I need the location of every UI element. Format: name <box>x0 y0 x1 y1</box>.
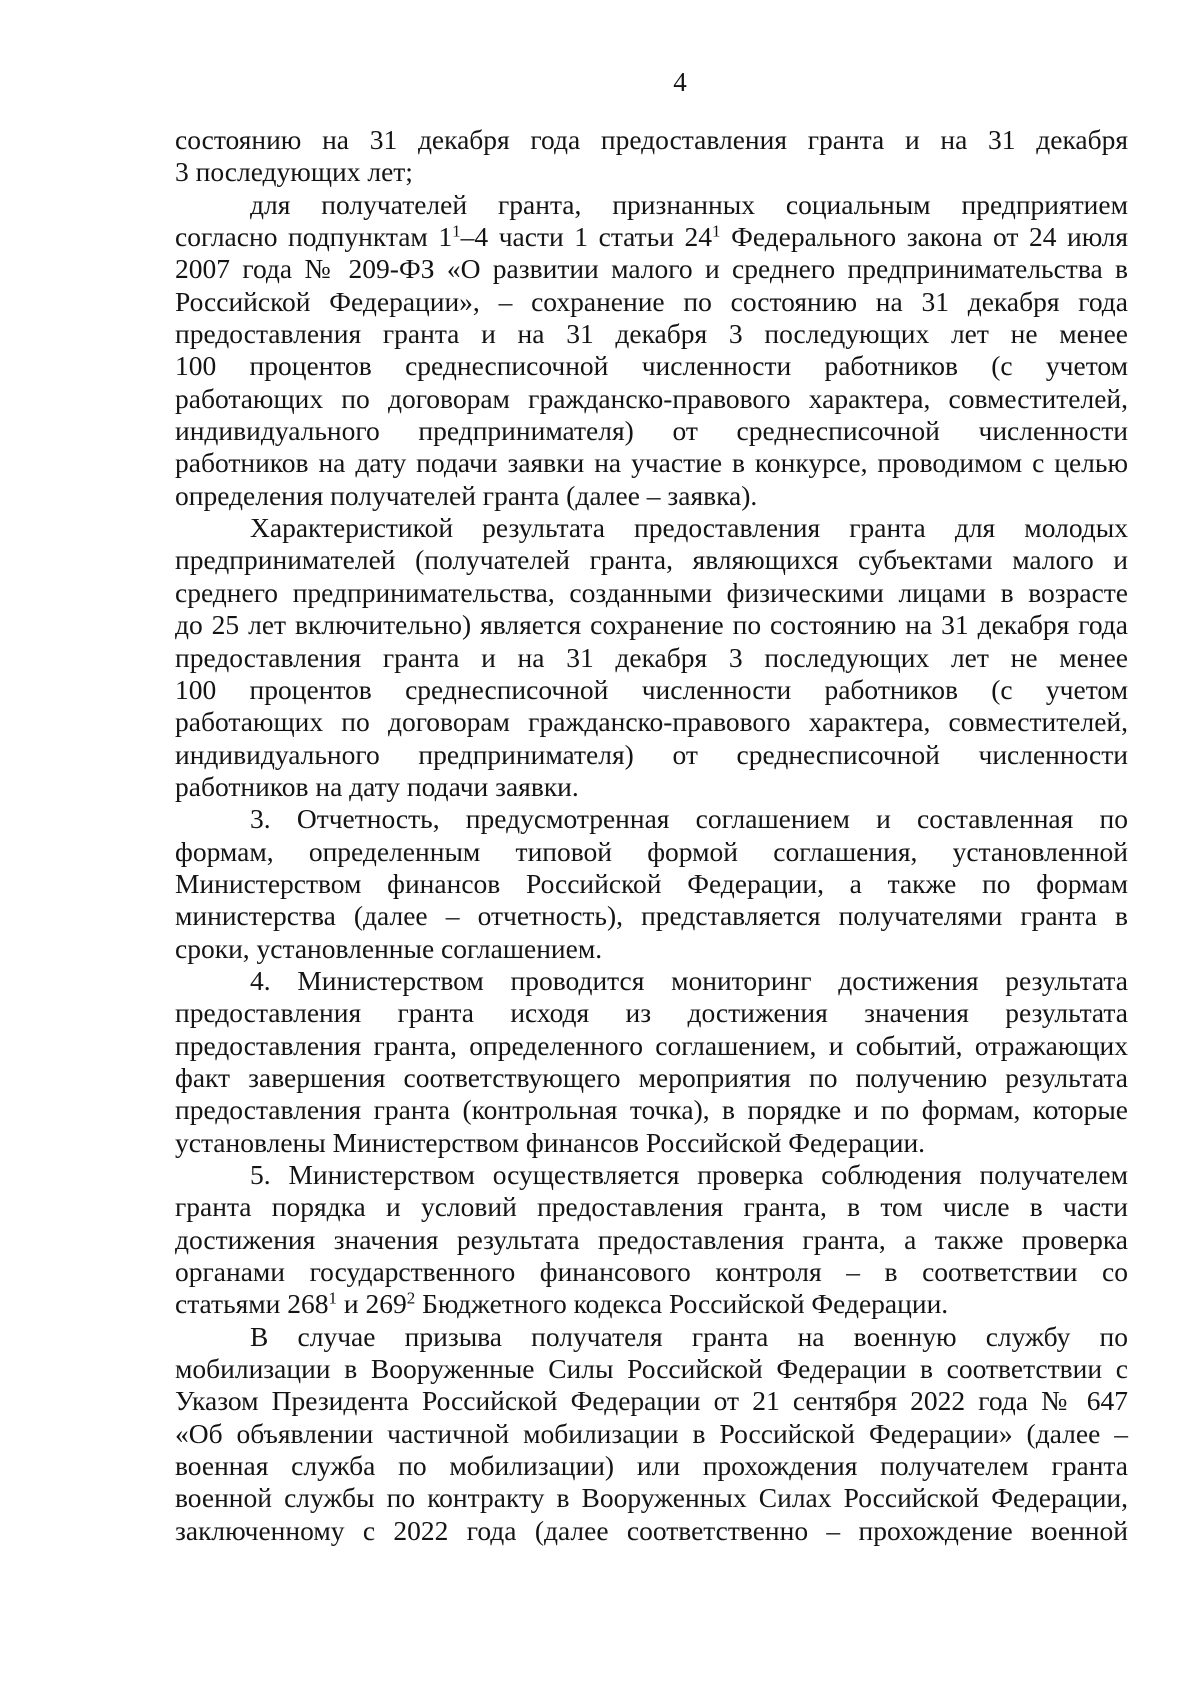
superscript: 1 <box>712 221 721 241</box>
text-line: достижения значения результата предоставления гранта, а также проверка <box>175 1223 1128 1255</box>
text-line: предоставления гранта (контрольная точка), в порядке и по формам, которые <box>175 1094 1128 1126</box>
text-line: индивидуального предпринимателя) от среднесписочной численности <box>175 415 1128 447</box>
text-fragment: согласно подпунктам 1 <box>175 221 453 253</box>
text-line: работающих по договорам гражданско-правового характера, совместителей, <box>175 706 1128 738</box>
text-line: предоставления гранта, определенного соглашением, и событий, отражающих <box>175 1029 1128 1061</box>
text-line: среднего предпринимательства, созданными физическими лицами в возрасте <box>175 576 1128 608</box>
text-line: Характеристикой результата предоставления гранта для молодых <box>250 512 1128 544</box>
text-line: предпринимателей (получателей гранта, являющихся субъектами малого и <box>175 544 1128 576</box>
text-line: «Об объявлении частичной мобилизации в Российской Федерации» (далее – <box>175 1417 1128 1449</box>
text-line: индивидуального предпринимателя) от среднесписочной численности <box>175 738 1128 770</box>
text-line <box>175 221 1128 253</box>
text-line: министерства (далее – отчетность), представляется получателями гранта в <box>175 900 1128 932</box>
text-line: 2007 года № 209-ФЗ «О развитии малого и среднего предпринимательства в <box>175 253 1128 285</box>
page-number: 4 <box>673 67 687 97</box>
text-line: работников на дату подачи заявки на участие в конкурсе, проводимом с целью <box>175 447 1128 479</box>
paragraph-social-enterprise <box>175 189 1128 512</box>
text-line: факт завершения соответствующего мероприятия по получению результата <box>175 1061 1128 1093</box>
text-line: органами государственного финансового контроля – в соответствии со <box>175 1256 1128 1288</box>
text-fragment: и 269 <box>337 1288 407 1320</box>
text-line: для получателей гранта, признанных социальным предприятием <box>250 188 1128 220</box>
text-line: предоставления гранта и на 31 декабря 3 последующих лет не менее <box>175 318 1128 350</box>
text-line: заключенному с 2022 года (далее соответственно – прохождение военной <box>175 1514 1128 1546</box>
text-line: В случае призыва получателя гранта на военную службу по <box>250 1320 1128 1352</box>
text-line: 3. Отчетность, предусмотренная соглашением и составленная по <box>250 803 1128 835</box>
text-line: военной службы по контракту в Вооруженных Силах Российской Федерации, <box>175 1482 1128 1514</box>
text-fragment: статьями 268 <box>175 1288 329 1320</box>
paragraph-continuation <box>175 124 1128 189</box>
paragraph-item-3-reporting <box>175 803 1128 965</box>
text-line: определения получателей гранта (далее – заявка). <box>175 479 758 511</box>
superscript: 1 <box>328 1289 338 1309</box>
text-line: мобилизации в Вооруженные Силы Российской Федерации в соответствии с <box>175 1353 1128 1385</box>
text-line: военная служба по мобилизации) или прохождения получателем гранта <box>175 1450 1128 1482</box>
text-line: работающих по договорам гражданско-правового характера, совместителей, <box>175 382 1128 414</box>
text-line: работников на дату подачи заявки. <box>175 770 579 802</box>
text-line <box>175 1288 1128 1320</box>
text-line: состоянию на 31 декабря года предоставления гранта и на 31 декабря <box>175 124 1128 155</box>
text-fragment: –4 части 1 статьи 24 <box>460 221 713 253</box>
text-line: формам, определенным типовой формой соглашения, установленной <box>175 835 1128 867</box>
text-line: гранта порядка и условий предоставления гранта, в том числе в части <box>175 1191 1128 1223</box>
superscript: 1 <box>452 221 461 241</box>
text-line: установлены Министерством финансов Российской Федерации. <box>175 1126 926 1158</box>
text-line: предоставления гранта и на 31 декабря 3 последующих лет не менее <box>175 641 1128 673</box>
text-line: сроки, установленные соглашением. <box>175 932 603 964</box>
body-text <box>175 124 1128 1547</box>
paragraph-young-entrepreneurs <box>175 512 1128 803</box>
text-fragment: Бюджетного кодекса Российской Федерации. <box>415 1288 949 1320</box>
text-line: 3 последующих лет; <box>175 156 413 188</box>
text-line: до 25 лет включительно) является сохранение по состоянию на 31 декабря года <box>175 609 1128 641</box>
paragraph-item-4-monitoring <box>175 965 1128 1159</box>
superscript: 2 <box>406 1289 416 1309</box>
text-line: 100 процентов среднесписочной численности работников (с учетом <box>175 350 1128 382</box>
text-line: Указом Президента Российской Федерации от 21 сентября 2022 года № 647 <box>175 1385 1128 1417</box>
text-line: Министерством финансов Российской Федерации, а также по формам <box>175 867 1128 899</box>
text-line: 4. Министерством проводится мониторинг достижения результата <box>250 964 1128 996</box>
text-line: 100 процентов среднесписочной численности работников (с учетом <box>175 673 1128 705</box>
text-line: предоставления гранта исходя из достижения значения результата <box>175 997 1128 1029</box>
text-line: 5. Министерством осуществляется проверка соблюдения получателем <box>250 1159 1128 1190</box>
text-line: Российской Федерации», – сохранение по состоянию на 31 декабря года <box>175 285 1128 317</box>
paragraph-item-5-compliance-check <box>175 1159 1128 1321</box>
text-fragment: Федерального закона от 24 июля <box>720 221 1128 253</box>
paragraph-mobilization <box>175 1321 1128 1547</box>
